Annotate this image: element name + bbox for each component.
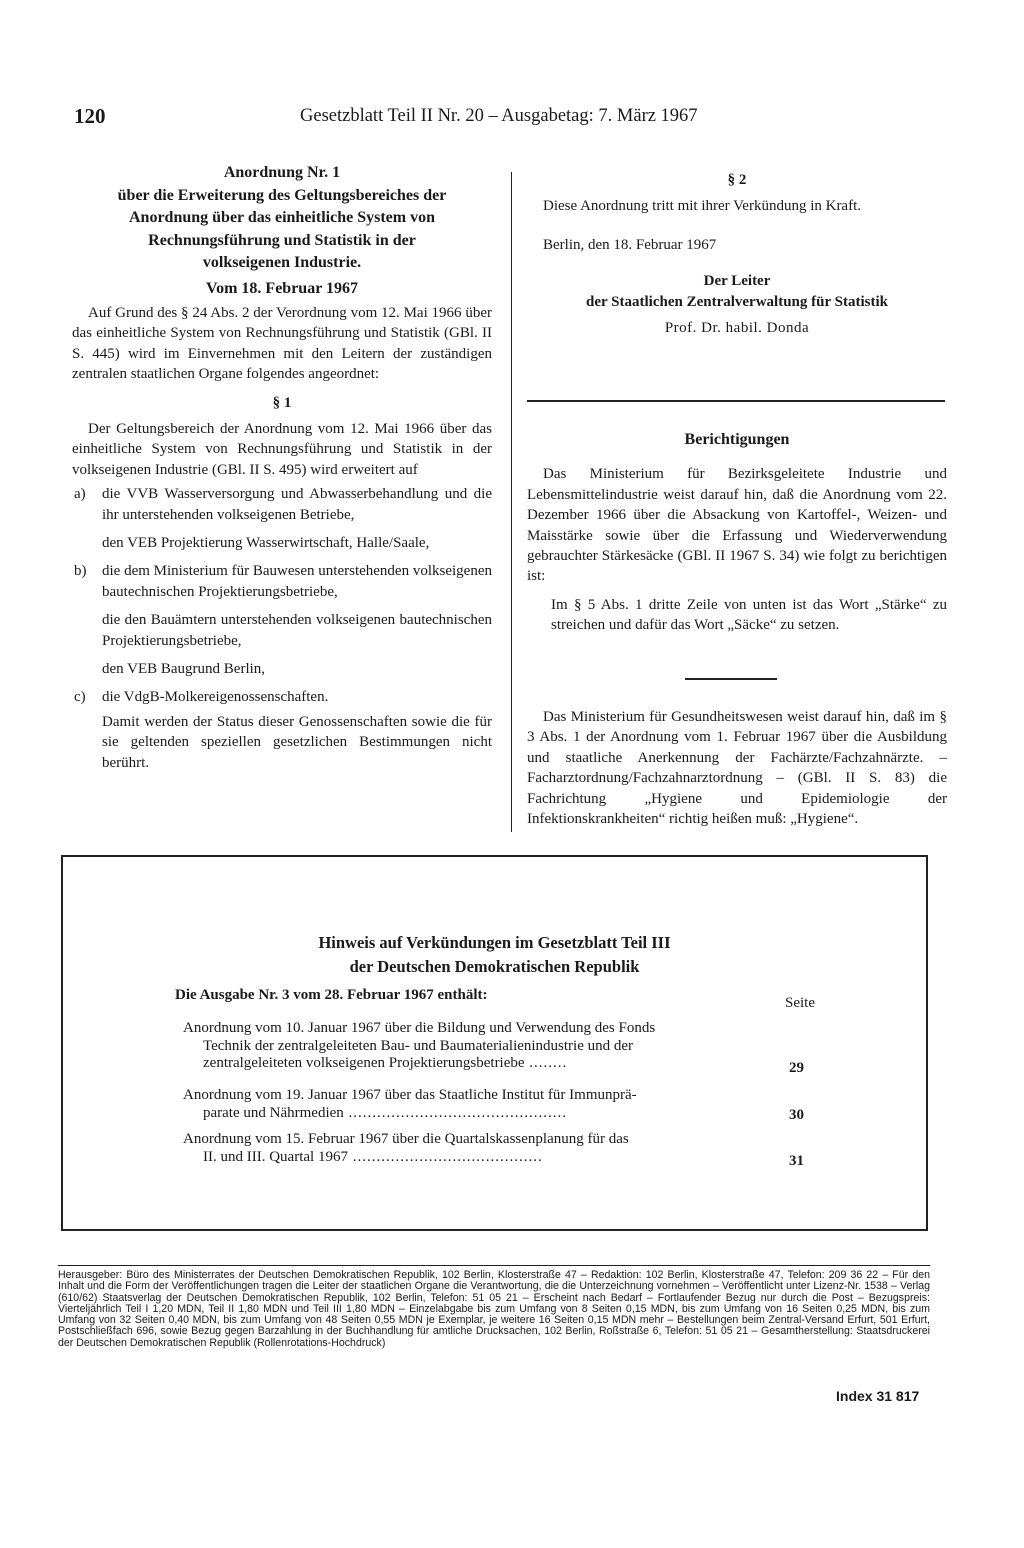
title-line: Anordnung Nr. 1 [223, 164, 341, 181]
notice-title [63, 931, 926, 979]
closing-paragraph: Damit werden der Status dieser Genossenschaften sowie die für sie geltenden speziellen gesetzlichen Bestimmungen nicht berührt. [102, 713, 492, 771]
title-line: Anordnung über das einheitliche System von [129, 209, 435, 226]
list-item-a [72, 484, 492, 525]
entry-first-line: Anordnung vom 15. Februar 1967 über die Quartalskassenplanung für das [183, 1131, 629, 1147]
correction-2: Das Ministerium für Gesundheitswesen weist darauf hin, daß im § 3 Abs. 1 der Anordnung vom 1. Februar 1967 über die Ausbildung und staatliche Anerkennung der Fachärzte/Fachzahnärzte. – Facharztordnung/Fachzahnarztordnung – (GBl. II S. 83) die Fachrichtung „Hygiene und Epidemiologie der Infektionskrankheiten“ richtig heißen muß: „Hygiene“. [527, 709, 947, 828]
ordinance-date: Vom 18. Februar 1967 [206, 279, 358, 297]
signature-name: Prof. Dr. habil. Donda [664, 320, 810, 337]
title-line: über die Erweiterung des Geltungsbereiches der [117, 186, 447, 204]
ordinance-title [72, 162, 492, 275]
list-text: die VdgB-Molkereigenossenschaften. [102, 689, 329, 706]
corrections-heading: Berichtigungen [684, 431, 790, 448]
entry-line: parate und Nährmedien .............................................. [203, 1104, 568, 1121]
entry-line: II. und III. Quartal 1967 ........................................ [203, 1148, 543, 1165]
section-rule [527, 400, 945, 402]
correction-2-block [527, 707, 947, 829]
imprint-text: Herausgeber: Büro des Ministerrates der Deutschen Demokratischen Republik, 102 Berlin, Klosterstraße 47 – Redaktion: 102 Berlin, Klosterstraße 47, Telefon: 209 36 22 – Für den Inhalt und die Form der Veröffentlichungen tragen die Leiter der staatlichen Organe die Verantwortung, die die Unterzeichnung vornehmen – Veröffentlicht unter Lizenz-Nr. 1538 – Verlag (610/62) Staatsverlag der Deutschen Demokratischen Republik, 102 Berlin, Telefon: 51 05 21 – Erscheint nach Bedarf – Fortlaufender Bezug nur durch die Post – Bezugspreis: Vierteljährlich Teil I 1,20 MDN, Teil II 1,80 MDN und Teil III 1,80 MDN – Einzelabgabe bis zum Umfang von 8 Seiten 0,15 MDN, bis zum Umfang von 16 Seiten 0,25 MDN, bis zum Umfang von 32 Seiten 0,40 MDN, bis zum Umfang von 48 Seiten 0,55 MDN je Exemplar, je weitere 16 Seiten 0,15 MDN mehr – Bestellungen beim Zentral-Versand Erfurt, 501 Erfurt, Postschließfach 696, sowie Bezug gegen Barzahlung in der Buchhandlung für amtliche Drucksachen, 102 Berlin, Roßstraße 6, Telefon: 51 05 21 – Gesamtherstellung: Staatsdruckerei der Deutschen Demokratischen Republik (Rollenrotations-Hochdruck) [58, 1269, 930, 1349]
entry-page-number: 29 [789, 1060, 804, 1076]
seite-label: Seite [785, 995, 815, 1011]
title-line: Rechnungsführung und Statistik in der [148, 231, 416, 249]
entry-page-number: 31 [789, 1153, 804, 1169]
notice-box [61, 855, 928, 1231]
section-1-heading: § 1 [272, 394, 292, 411]
index-number: Index 31 817 [836, 1388, 920, 1404]
section-2-text: Diese Anordnung tritt mit ihrer Verkündung in Kraft. [543, 198, 862, 215]
left-column [72, 162, 492, 777]
intro-paragraph: Auf Grund des § 24 Abs. 2 der Verordnung vom 12. Mai 1966 über das einheitliche System von Rechnungsführung und Statistik (GBl. II S. 445) wird im Einvernehmen mit den Leitern der zuständigen zentralen staatlichen Organe folgendes angeordnet: [72, 304, 492, 383]
footer-rule [58, 1265, 930, 1266]
signature-title: Der Leiter [703, 273, 771, 290]
entry-line: zentralgeleiteten volkseigenen Projektierungsbetriebe ........ [203, 1055, 568, 1071]
notice-entry [183, 1087, 823, 1122]
list-subitem: den VEB Baugrund Berlin, [102, 661, 266, 677]
list-label: b) [74, 563, 87, 580]
entry-first-line: Anordnung vom 19. Januar 1967 über das Staatliche Institut für Immunprä- [183, 1087, 637, 1103]
notice-intro: Die Ausgabe Nr. 3 vom 28. Februar 1967 enthält: [175, 987, 488, 1003]
signature-block [527, 271, 947, 338]
notice-entry [183, 1131, 823, 1166]
list-subitem: den VEB Projektierung Wasserwirtschaft, Halle/Saale, [102, 534, 430, 551]
signature-office: der Staatlichen Zentralverwaltung für Statistik [586, 293, 888, 310]
list-item-b [72, 561, 492, 602]
list-text: die dem Ministerium für Bauwesen unterstehenden volkseigenen bautechnischen Projektierungsbetriebe, [102, 563, 492, 600]
running-title: Gesetzblatt Teil II Nr. 20 – Ausgabetag: 7. März 1967 [300, 106, 698, 126]
entry-line: Technik der zentralgeleiteten Bau- und Baumaterialienindustrie und der [203, 1037, 634, 1054]
correction-1: Das Ministerium für Bezirksgeleitete Industrie und Lebensmittelindustrie weist darauf hin, daß die Anordnung vom 22. Dezember 1966 über die Absackung von Kartoffel-, Weizen- und Maisstärke sowie über die Erfassung und Wiederverwendung gebrauchter Stärkesäcke (GBl. II 1967 S. 34) wie folgt zu berichtigen ist: [527, 466, 947, 585]
corrections-section [527, 430, 947, 636]
notice-entry [183, 1020, 823, 1073]
list-text: die VVB Wasserversorgung und Abwasserbehandlung und die ihr unterstehenden volkseigenen Betriebe, [102, 486, 492, 523]
section-1-text: Der Geltungsbereich der Anordnung vom 12. Mai 1966 über das einheitliche System von Rechnungsführung und Statistik in der volkseigenen Industrie (GBl. II S. 495) wird erweitert auf [72, 420, 492, 478]
page-header [74, 104, 936, 134]
page-number: 120 [74, 104, 106, 128]
short-divider [685, 678, 777, 680]
list-label: c) [74, 689, 86, 706]
notice-title-line: der Deutschen Demokratischen Republik [349, 957, 640, 976]
notice-title-line: Hinweis auf Verkündungen im Gesetzblatt Teil III [318, 933, 671, 952]
entry-first-line: Anordnung vom 10. Januar 1967 über die Bildung und Verwendung des Fonds [183, 1020, 656, 1036]
right-column [527, 170, 947, 338]
list-item-c [72, 687, 492, 707]
section-2-heading: § 2 [727, 172, 747, 188]
list-subitem: die den Bauämtern unterstehenden volkseigenen bautechnischen Projektierungsbetriebe, [102, 612, 492, 649]
list-label: a) [74, 486, 86, 503]
title-line: volkseigenen Industrie. [202, 254, 362, 271]
entry-page-number: 30 [789, 1107, 804, 1123]
place-date: Berlin, den 18. Februar 1967 [543, 236, 717, 253]
correction-1-quote: Im § 5 Abs. 1 dritte Zeile von unten ist das Wort „Stärke“ zu streichen und dafür das Wort „Säcke“ zu setzen. [551, 596, 947, 634]
column-divider [511, 172, 512, 832]
